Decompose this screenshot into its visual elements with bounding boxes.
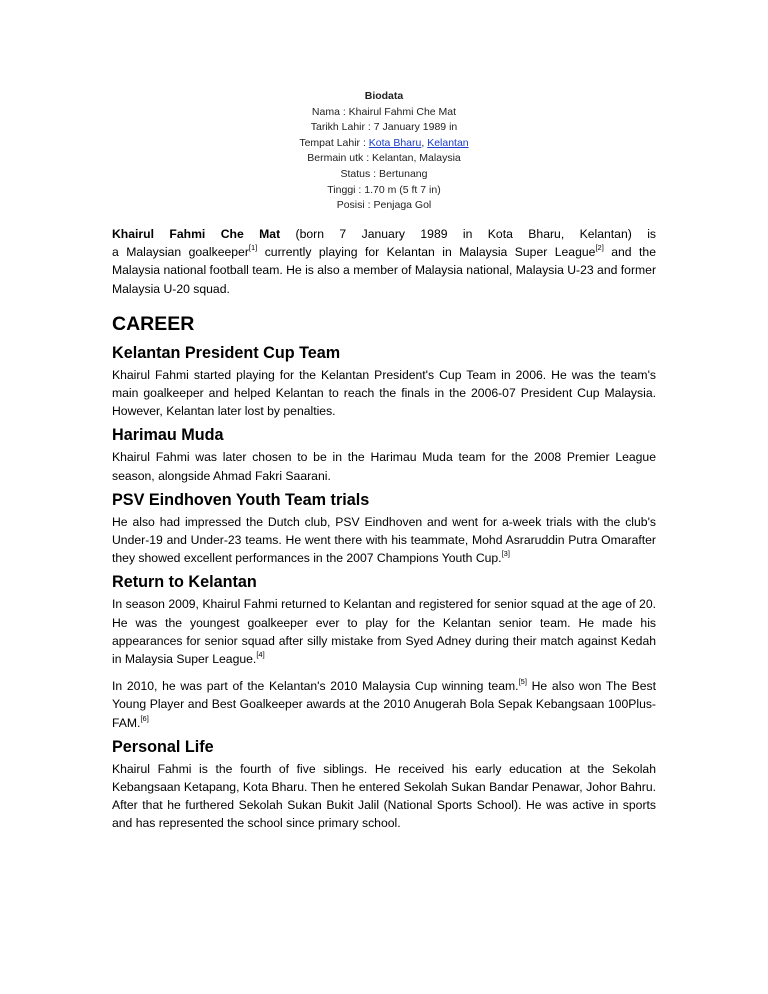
section-text-return-kelantan-2 [112,677,656,732]
reference-2[interactable]: [2] [595,243,604,253]
intro-paragraph [112,225,656,298]
section-text-return-kelantan-1 [112,595,656,668]
reference-1[interactable]: [1] [248,243,258,253]
biodata-title: Biodata [364,90,404,102]
reference-5[interactable]: [5] [518,677,527,687]
section-heading-president-cup: Kelantan President Cup Team [112,343,341,362]
intro-part-4: and the Malaysia national football team. He is also a member of Malaysia national, Malaysia U-23 and former Malaysia U-20 squad. [112,245,656,296]
reference-3[interactable]: [3] [501,549,510,559]
section-text-harimau-muda: Khairul Fahmi was later chosen to be in the Harimau Muda team for the 2008 Premier League season, alongside Ahmad Fakri Saarani. [112,450,656,483]
intro-line-1 [112,225,656,243]
section-heading-psv-trials: PSV Eindhoven Youth Team trials [112,490,370,509]
biodata-bermain: Bermain utk : Kelantan, Malaysia [307,152,461,165]
return-text-1: In season 2009, Khairul Fahmi returned to Kelantan and registered for senior squad at the age of 20. He was the youngest goalkeeper ever to play for the Kelantan senior team. He made his appearances for senior squad after silly mistake from Syed Adney during their match against Kedah in Malaysia Super League. [112,597,656,667]
article-body [112,225,656,833]
biodata-tarikh-lahir: Tarikh Lahir : 7 January 1989 in [310,121,458,134]
intro-part-2: a Malaysian goalkeeper [112,245,249,260]
career-heading: CAREER [112,312,195,335]
biodata-box [230,89,538,214]
section-heading-personal-life: Personal Life [112,737,214,756]
psv-text: He also had impressed the Dutch club, PSV Eindhoven and went for a-week trials with the club's Under-19 and Under-23 teams. He went there with his teammate, Mohd Asraruddin Putra Omarafter they showed excellent performances in the 2007 Champions Youth Cup. [112,514,656,566]
section-text-personal-life: Khairul Fahmi is the fourth of five siblings. He received his early education at the Sekolah Kebangsaan Ketapang, Kota Bharu. Then he entered Sekolah Sukan Bandar Penawar, Johor Bahru. After that he furthered Sekolah Sukan Bukit Jalil (National Sports School). He was active in sports and has represented the school since primary school. [112,761,656,831]
reference-4[interactable]: [4] [256,649,265,659]
tempat-lahir-label: Tempat Lahir : [299,136,369,149]
section-heading-return-kelantan: Return to Kelantan [112,573,257,592]
return-text-2b: He also won The Best Young Player and Best Goalkeeper awards at the 2010 Anugerah Bola Sepak Kebangsaan 100Plus-FAM. [112,679,656,730]
return-text-2a: In 2010, he was part of the Kelantan's 2010 Malaysia Cup winning team. [112,679,519,694]
section-text-psv-trials [112,513,656,568]
player-name: Khairul Fahmi Che Mat [112,227,281,241]
intro-birth: (born 7 January 1989 in Kota Bharu, Kelantan) is [280,227,656,241]
biodata-status: Status : Bertunang [340,167,428,180]
intro-part-3: currently playing for Kelantan in Malaysia Super League [257,245,596,260]
tempat-separator: , [421,136,428,149]
reference-6[interactable]: [6] [140,713,149,723]
biodata-tempat-lahir [230,136,538,152]
kota-bharu-link[interactable]: Kota Bharu [368,136,422,149]
kelantan-link[interactable]: Kelantan [427,136,469,149]
biodata-posisi: Posisi : Penjaga Gol [336,199,432,212]
section-text-president-cup: Khairul Fahmi started playing for the Kelantan President's Cup Team in 2006. He was the team's main goalkeeper and helped Kelantan to reach the finals in the 2006-07 President Cup Malaysia. However, Kelantan later lost by penalties. [112,367,656,419]
biodata-nama: Nama : Khairul Fahmi Che Mat [311,105,457,118]
section-heading-harimau-muda: Harimau Muda [112,426,224,445]
biodata-tinggi: Tinggi : 1.70 m (5 ft 7 in) [327,183,441,196]
